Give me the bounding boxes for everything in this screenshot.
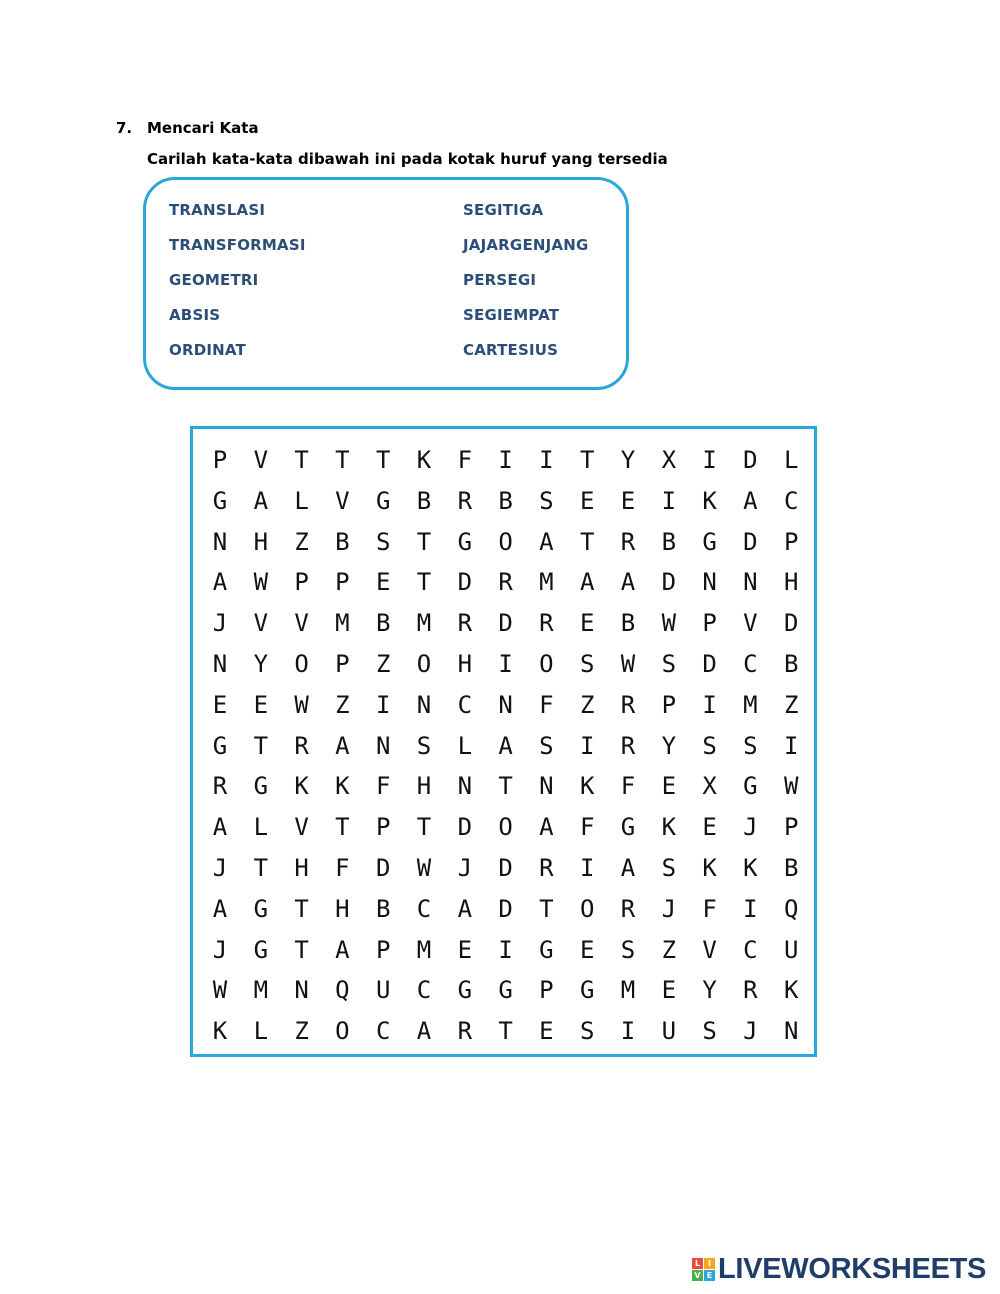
grid-letter[interactable]: W	[620, 650, 636, 678]
grid-letter[interactable]: W	[212, 976, 228, 1005]
grid-letter[interactable]: V	[294, 813, 309, 842]
grid-letter[interactable]: A	[620, 568, 636, 597]
grid-letter[interactable]: T	[335, 446, 350, 474]
grid-letter[interactable]: T	[253, 731, 269, 760]
grid-letter[interactable]: D	[498, 894, 513, 923]
grid-letter[interactable]: M	[743, 690, 758, 719]
grid-letter[interactable]: P	[294, 568, 309, 597]
grid-letter[interactable]: R	[498, 568, 513, 597]
grid-letter[interactable]: G	[457, 527, 473, 556]
grid-letter[interactable]: S	[539, 731, 554, 760]
grid-letter[interactable]: R	[539, 609, 554, 638]
grid-letter[interactable]: A	[335, 731, 350, 760]
grid-letter[interactable]: J	[212, 854, 228, 882]
grid-letter[interactable]: A	[579, 568, 595, 597]
grid-letter[interactable]: R	[620, 690, 636, 719]
word-absis: ABSIS	[169, 306, 221, 324]
grid-letter[interactable]: V	[702, 935, 717, 964]
grid-letter[interactable]: H	[335, 894, 350, 923]
grid-letter[interactable]: D	[375, 854, 391, 882]
grid-letter[interactable]: N	[416, 690, 432, 719]
grid-letter[interactable]: C	[416, 894, 432, 923]
grid-letter[interactable]: P	[335, 568, 350, 597]
grid-letter[interactable]: T	[498, 772, 513, 801]
grid-letter[interactable]: D	[783, 609, 799, 638]
grid-letter[interactable]: I	[498, 446, 513, 474]
grid-letter[interactable]: T	[416, 568, 432, 597]
grid-letter[interactable]: N	[375, 731, 391, 760]
grid-letter[interactable]: Y	[620, 446, 636, 474]
grid-letter[interactable]: I	[498, 650, 513, 678]
grid-letter[interactable]: O	[294, 650, 309, 678]
logo-square: I	[704, 1258, 715, 1269]
grid-letter[interactable]: A	[416, 1017, 432, 1046]
grid-letter[interactable]: C	[783, 486, 799, 515]
grid-letter[interactable]: V	[743, 609, 758, 638]
grid-letter[interactable]: A	[335, 935, 350, 964]
grid-letter[interactable]: I	[375, 690, 391, 719]
grid-letter[interactable]: A	[620, 854, 636, 882]
grid-letter[interactable]: H	[416, 772, 432, 801]
logo-square: E	[704, 1270, 715, 1281]
grid-letter[interactable]: B	[416, 486, 432, 515]
grid-letter[interactable]: C	[457, 690, 473, 719]
grid-letter[interactable]: G	[620, 813, 636, 842]
word-list-box	[143, 177, 629, 390]
grid-letter[interactable]: W	[416, 854, 432, 882]
grid-letter[interactable]: S	[661, 854, 677, 882]
grid-letter[interactable]: S	[416, 731, 432, 760]
grid-letter[interactable]: K	[661, 813, 677, 842]
grid-letter[interactable]: K	[416, 446, 432, 474]
grid-letter[interactable]: W	[661, 609, 677, 638]
grid-letter[interactable]: U	[783, 935, 799, 964]
liveworksheets-brand	[692, 1252, 986, 1286]
grid-letter[interactable]: W	[294, 690, 309, 719]
grid-letter[interactable]: A	[253, 486, 269, 515]
grid-letter[interactable]: K	[783, 976, 799, 1005]
grid-letter[interactable]: B	[375, 609, 391, 638]
grid-letter[interactable]: T	[294, 446, 309, 474]
grid-letter[interactable]: O	[416, 650, 432, 678]
grid-letter[interactable]: Z	[335, 690, 350, 719]
grid-letter[interactable]: G	[457, 976, 473, 1005]
grid-letter[interactable]: E	[702, 813, 717, 842]
grid-letter[interactable]: A	[212, 813, 228, 842]
grid-letter[interactable]: M	[253, 976, 269, 1005]
grid-letter[interactable]: Y	[661, 731, 677, 760]
grid-letter[interactable]: C	[743, 650, 758, 678]
grid-letter[interactable]: F	[620, 772, 636, 801]
word-segitiga: SEGITIGA	[463, 201, 544, 219]
grid-letter[interactable]: P	[375, 813, 391, 842]
grid-letter[interactable]: Z	[579, 690, 595, 719]
grid-letter[interactable]: R	[294, 731, 309, 760]
grid-letter[interactable]: J	[661, 894, 677, 923]
grid-letter[interactable]: X	[661, 446, 677, 474]
question-instruction: Carilah kata-kata dibawah ini pada kotak huruf yang tersedia	[147, 150, 668, 168]
grid-letter[interactable]: H	[294, 854, 309, 882]
liveworksheets-logo-icon	[692, 1258, 715, 1281]
grid-letter[interactable]: S	[375, 527, 391, 556]
grid-letter[interactable]: D	[743, 446, 758, 474]
grid-letter[interactable]: M	[416, 609, 432, 638]
grid-letter[interactable]: E	[253, 690, 269, 719]
grid-letter[interactable]: E	[661, 772, 677, 801]
grid-letter[interactable]: S	[661, 650, 677, 678]
grid-letter[interactable]: N	[498, 690, 513, 719]
grid-letter[interactable]: E	[661, 976, 677, 1005]
grid-letter[interactable]: E	[579, 609, 595, 638]
grid-letter[interactable]: Z	[375, 650, 391, 678]
grid-letter[interactable]: I	[498, 935, 513, 964]
grid-letter[interactable]: Z	[294, 1017, 309, 1046]
word-segiempat: SEGIEMPAT	[463, 306, 560, 324]
grid-letter[interactable]: N	[457, 772, 473, 801]
grid-letter[interactable]: T	[335, 813, 350, 842]
grid-letter[interactable]: K	[743, 854, 758, 882]
grid-letter[interactable]: S	[702, 1017, 717, 1046]
grid-letter[interactable]: G	[375, 486, 391, 515]
grid-letter[interactable]: A	[212, 894, 228, 923]
grid-letter[interactable]: D	[498, 609, 513, 638]
grid-letter[interactable]: J	[743, 813, 758, 842]
grid-letter[interactable]: I	[579, 854, 595, 882]
grid-letter[interactable]: D	[661, 568, 677, 597]
grid-letter[interactable]: E	[579, 935, 595, 964]
grid-letter[interactable]: B	[375, 894, 391, 923]
grid-letter[interactable]: J	[212, 935, 228, 964]
grid-letter[interactable]: G	[498, 976, 513, 1005]
grid-letter[interactable]: M	[416, 935, 432, 964]
grid-letter[interactable]: P	[783, 813, 799, 842]
grid-letter[interactable]: T	[539, 894, 554, 923]
grid-letter[interactable]: E	[620, 486, 636, 515]
grid-letter[interactable]: B	[335, 527, 350, 556]
grid-letter[interactable]: P	[212, 446, 228, 474]
grid-letter[interactable]: I	[620, 1017, 636, 1046]
grid-letter[interactable]: I	[702, 690, 717, 719]
grid-letter[interactable]: A	[212, 568, 228, 597]
grid-letter[interactable]: G	[702, 527, 717, 556]
grid-letter[interactable]: V	[335, 486, 350, 515]
logo-square: V	[692, 1270, 703, 1281]
grid-letter[interactable]: B	[498, 486, 513, 515]
grid-letter[interactable]: N	[702, 568, 717, 597]
grid-letter[interactable]: M	[620, 976, 636, 1005]
grid-letter[interactable]: E	[579, 486, 595, 515]
grid-letter[interactable]: V	[253, 609, 269, 638]
grid-letter[interactable]: K	[702, 486, 717, 515]
grid-letter[interactable]: A	[743, 486, 758, 515]
grid-letter[interactable]: Q	[335, 976, 350, 1005]
grid-letter[interactable]: L	[457, 731, 473, 760]
grid-letter[interactable]: Z	[783, 690, 799, 719]
question-number: 7.	[116, 119, 133, 137]
grid-letter[interactable]: X	[702, 772, 717, 801]
grid-letter[interactable]: K	[294, 772, 309, 801]
grid-letter[interactable]: B	[783, 854, 799, 882]
grid-letter[interactable]: A	[539, 813, 554, 842]
grid-letter[interactable]: W	[783, 772, 799, 801]
grid-letter[interactable]: R	[620, 894, 636, 923]
grid-letter[interactable]: P	[375, 935, 391, 964]
grid-letter[interactable]: L	[253, 1017, 269, 1046]
grid-letter[interactable]: K	[702, 854, 717, 882]
question-title: Mencari Kata	[147, 119, 259, 137]
grid-letter[interactable]: D	[457, 568, 473, 597]
grid-letter[interactable]: E	[457, 935, 473, 964]
grid-letter[interactable]: T	[579, 446, 595, 474]
grid-letter[interactable]: G	[743, 772, 758, 801]
grid-letter[interactable]: I	[783, 731, 799, 760]
grid-letter[interactable]: Z	[294, 527, 309, 556]
grid-letter[interactable]: I	[743, 894, 758, 923]
grid-letter[interactable]: R	[457, 486, 473, 515]
grid-letter[interactable]: T	[294, 894, 309, 923]
grid-letter[interactable]: D	[457, 813, 473, 842]
grid-letter[interactable]: I	[702, 446, 717, 474]
grid-letter[interactable]: T	[253, 854, 269, 882]
grid-letter[interactable]: B	[783, 650, 799, 678]
grid-letter[interactable]: T	[498, 1017, 513, 1046]
grid-letter[interactable]: C	[743, 935, 758, 964]
grid-letter[interactable]: N	[743, 568, 758, 597]
grid-letter[interactable]: J	[743, 1017, 758, 1046]
grid-letter[interactable]: G	[212, 731, 228, 760]
word-translasi: TRANSLASI	[169, 201, 266, 219]
grid-letter[interactable]: H	[253, 527, 269, 556]
grid-letter[interactable]: T	[416, 813, 432, 842]
grid-letter[interactable]: I	[579, 731, 595, 760]
grid-letter[interactable]: M	[335, 609, 350, 638]
grid-letter[interactable]: L	[253, 813, 269, 842]
grid-letter[interactable]: P	[539, 976, 554, 1005]
grid-letter[interactable]: J	[457, 854, 473, 882]
word-transformasi: TRANSFORMASI	[169, 236, 306, 254]
grid-letter[interactable]: Q	[783, 894, 799, 923]
grid-letter[interactable]: O	[539, 650, 554, 678]
grid-letter[interactable]: I	[661, 486, 677, 515]
grid-letter[interactable]: Z	[661, 935, 677, 964]
grid-letter[interactable]: S	[579, 650, 595, 678]
grid-letter[interactable]: G	[253, 894, 269, 923]
grid-letter[interactable]: D	[498, 854, 513, 882]
brand-text: LIVEWORKSHEETS	[718, 1252, 987, 1285]
grid-letter[interactable]: A	[498, 731, 513, 760]
grid-letter[interactable]: F	[457, 446, 473, 474]
grid-letter[interactable]: B	[620, 609, 636, 638]
grid-letter[interactable]: O	[579, 894, 595, 923]
grid-letter[interactable]: O	[335, 1017, 350, 1046]
grid-letter[interactable]: T	[375, 446, 391, 474]
grid-letter[interactable]: N	[783, 1017, 799, 1046]
grid-letter[interactable]: D	[743, 527, 758, 556]
grid-letter[interactable]: E	[375, 568, 391, 597]
grid-letter[interactable]: L	[294, 486, 309, 515]
grid-letter[interactable]: K	[212, 1017, 228, 1046]
grid-letter[interactable]: S	[743, 731, 758, 760]
grid-letter[interactable]: R	[620, 527, 636, 556]
grid-letter[interactable]: T	[579, 527, 595, 556]
grid-letter[interactable]: H	[783, 568, 799, 597]
grid-letter[interactable]: D	[702, 650, 717, 678]
word-cartesius: CARTESIUS	[463, 341, 559, 359]
grid-letter[interactable]: G	[539, 935, 554, 964]
grid-letter[interactable]: N	[212, 650, 228, 678]
grid-letter[interactable]: S	[539, 486, 554, 515]
grid-letter[interactable]: P	[783, 527, 799, 556]
grid-letter[interactable]: V	[253, 446, 269, 474]
grid-letter[interactable]: J	[212, 609, 228, 638]
grid-letter[interactable]: E	[212, 690, 228, 719]
word-ordinat: ORDINAT	[169, 341, 246, 359]
grid-letter[interactable]: G	[212, 486, 228, 515]
grid-letter[interactable]: F	[579, 813, 595, 842]
grid-letter[interactable]: S	[620, 935, 636, 964]
grid-letter[interactable]: B	[661, 527, 677, 556]
grid-letter[interactable]: M	[539, 568, 554, 597]
grid-letter[interactable]: H	[457, 650, 473, 678]
grid-letter[interactable]: U	[661, 1017, 677, 1046]
logo-square: L	[692, 1258, 703, 1269]
grid-letter[interactable]: S	[702, 731, 717, 760]
grid-letter[interactable]: N	[212, 527, 228, 556]
grid-letter[interactable]: V	[294, 609, 309, 638]
grid-letter[interactable]: K	[335, 772, 350, 801]
grid-letter[interactable]: F	[335, 854, 350, 882]
grid-letter[interactable]: O	[498, 813, 513, 842]
word-search-grid	[190, 426, 817, 1057]
grid-letter[interactable]: F	[702, 894, 717, 923]
word-geometri: GEOMETRI	[169, 271, 259, 289]
grid-letter[interactable]: R	[212, 772, 228, 801]
grid-letter[interactable]: P	[661, 690, 677, 719]
grid-letter[interactable]: U	[375, 976, 391, 1005]
grid-letter[interactable]: G	[253, 772, 269, 801]
grid-letter[interactable]: I	[539, 446, 554, 474]
word-persegi: PERSEGI	[463, 271, 537, 289]
grid-letter[interactable]: P	[702, 609, 717, 638]
grid-letter[interactable]: L	[783, 446, 799, 474]
grid-letter[interactable]: R	[457, 609, 473, 638]
grid-letter[interactable]: P	[335, 650, 350, 678]
grid-letter[interactable]: R	[620, 731, 636, 760]
grid-letter[interactable]: G	[579, 976, 595, 1005]
grid-letter[interactable]: A	[457, 894, 473, 923]
grid-letter[interactable]: O	[498, 527, 513, 556]
grid-letter[interactable]: G	[253, 935, 269, 964]
grid-letter[interactable]: Y	[702, 976, 717, 1005]
grid-letter[interactable]: R	[457, 1017, 473, 1046]
grid-letter[interactable]: Y	[253, 650, 269, 678]
grid-letter[interactable]: T	[416, 527, 432, 556]
grid-letter[interactable]: R	[743, 976, 758, 1005]
grid-letter[interactable]: F	[539, 690, 554, 719]
grid-letter[interactable]: N	[539, 772, 554, 801]
grid-letter[interactable]: E	[539, 1017, 554, 1046]
grid-letter[interactable]: C	[375, 1017, 391, 1046]
grid-letter[interactable]: T	[294, 935, 309, 964]
grid-letter[interactable]: C	[416, 976, 432, 1005]
grid-letter[interactable]: K	[579, 772, 595, 801]
grid-letter[interactable]: A	[539, 527, 554, 556]
word-jajargenjang: JAJARGENJANG	[463, 236, 589, 254]
grid-letter[interactable]: S	[579, 1017, 595, 1046]
grid-letter[interactable]: N	[294, 976, 309, 1005]
grid-letter[interactable]: W	[253, 568, 269, 597]
grid-letter[interactable]: F	[375, 772, 391, 801]
grid-letter[interactable]: R	[539, 854, 554, 882]
